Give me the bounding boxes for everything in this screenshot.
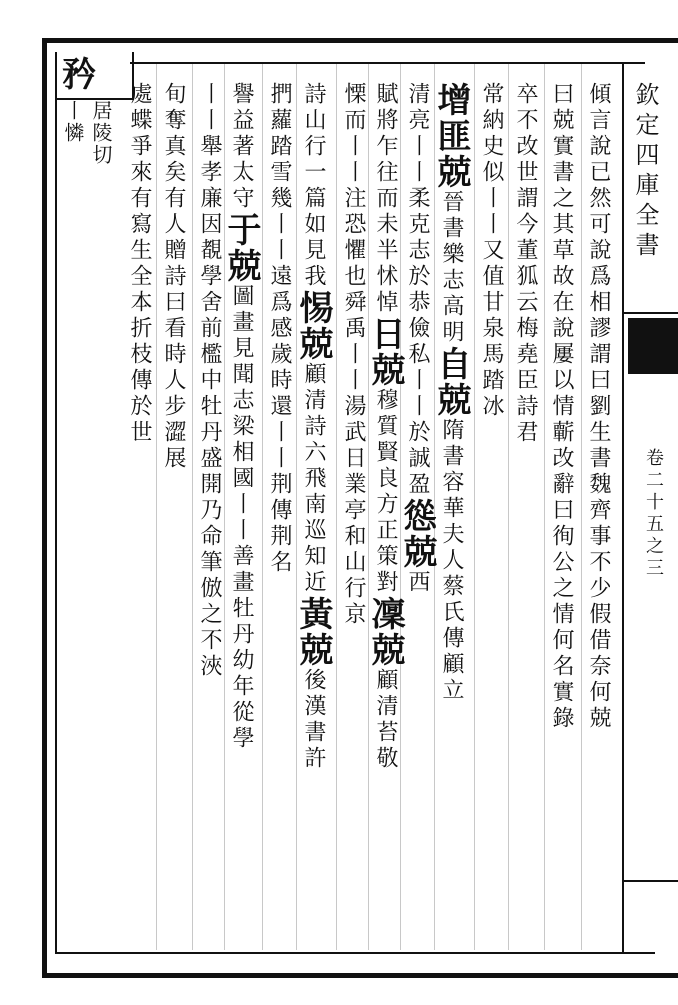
text-column (585, 82, 611, 942)
column-rule (474, 64, 475, 950)
headword: 自兢 (431, 346, 471, 418)
text-run: 後漢書許 (301, 668, 326, 772)
text-run: 圖畫見聞志梁相國丨丨善畫牡丹幼年從學 (229, 284, 254, 752)
column-rule (336, 64, 337, 950)
text-column (196, 82, 222, 942)
book-title: 欽定四庫全書 (631, 82, 659, 262)
headword: 凜兢 (365, 596, 405, 668)
heading-pron-1: 丨憐 (61, 100, 85, 144)
headword: 慫兢 (397, 498, 437, 570)
text-column (365, 82, 405, 942)
heading-pron-2: 居陵切 (89, 100, 113, 166)
heading-character: 矜 (62, 55, 96, 95)
text-run: 舜禹丨丨湯武日業 (341, 290, 366, 498)
text-column (221, 82, 261, 942)
text-run: 卒不改世謂今董狐云梅堯臣詩君 (513, 82, 538, 446)
frame-bottom-rule (55, 952, 655, 954)
headword: 日兢 (365, 316, 405, 388)
text-run: 捫蘿踏雪幾丨丨 (267, 82, 292, 264)
column-rule (544, 64, 545, 950)
frame-left-rule (55, 52, 57, 952)
text-run: 京 (341, 602, 366, 628)
text-column (478, 82, 504, 942)
column-rule (368, 64, 369, 950)
text-run: 譽益著太守 (229, 82, 254, 212)
column-rule (262, 64, 263, 950)
text-run: 顧清苔敬 (373, 668, 398, 772)
text-run: 因覩學舍前檻中牡丹盛開乃命筆倣之不浹 (197, 212, 222, 680)
column-rule (192, 64, 193, 950)
sidebar-notch-rule (622, 312, 678, 314)
text-run: 志於恭儉私丨丨於誠盈 (405, 238, 430, 498)
text-column (431, 82, 471, 942)
text-run: 曰兢實書之其草故在說屢以情蘄改辭曰徇公之情何名實錄 (549, 82, 574, 732)
headword: 于兢 (221, 212, 261, 284)
text-run: 荆傳荆名 (267, 472, 292, 576)
text-column (266, 82, 292, 942)
text-run: 清亮丨丨柔克 (405, 82, 430, 238)
text-run: 慄而丨丨注恐懼也 (341, 82, 366, 290)
text-column (548, 82, 574, 942)
text-run: 賦將乍往而未半怵悼 (373, 82, 398, 316)
sidebar-bottom-rule (624, 880, 678, 882)
text-run: 丨丨舉孝廉 (197, 82, 222, 212)
volume-label: 卷二十五之三 (643, 448, 664, 580)
text-run: 傾言說已然可說爲相謬謂曰劉生書魏齊事不少假借奈何兢 (586, 82, 611, 732)
text-run: 詩山行一篇如見我 (301, 82, 326, 290)
text-column (340, 82, 366, 942)
text-run: 穆質賢良方正策對 (373, 388, 398, 596)
text-run: 顧清詩六飛南巡知近 (301, 362, 326, 596)
headword: 增匪兢 (431, 82, 471, 190)
text-run: 西 (405, 570, 430, 596)
column-rule (224, 64, 225, 950)
column-rule (581, 64, 582, 950)
text-run: 晉書樂志高明 (439, 190, 464, 346)
text-column (160, 82, 186, 942)
text-run: 隋書容華夫人蔡氏傳顧立 (439, 418, 464, 704)
column-rule (296, 64, 297, 950)
fishtail-mark (628, 318, 678, 374)
text-column (512, 82, 538, 942)
text-column (293, 82, 333, 942)
text-run: 處蝶爭來有寫生全本折枝傳於世 (127, 82, 152, 446)
text-run: 亭和山行 (341, 498, 366, 602)
text-run: 遠爲感歲時還丨丨 (267, 264, 292, 472)
text-column (397, 82, 437, 942)
text-run: 旬奪真矣有人贈詩曰看時人步澀展 (161, 82, 186, 472)
column-rule (508, 64, 509, 950)
text-column (126, 82, 152, 942)
headword: 惕兢 (293, 290, 333, 362)
text-run: 常納史似丨丨又值甘泉馬踏冰 (479, 82, 504, 420)
column-rule (156, 64, 157, 950)
column-rule (400, 64, 401, 950)
frame-top-rule (130, 62, 645, 64)
headword: 黃兢 (293, 596, 333, 668)
